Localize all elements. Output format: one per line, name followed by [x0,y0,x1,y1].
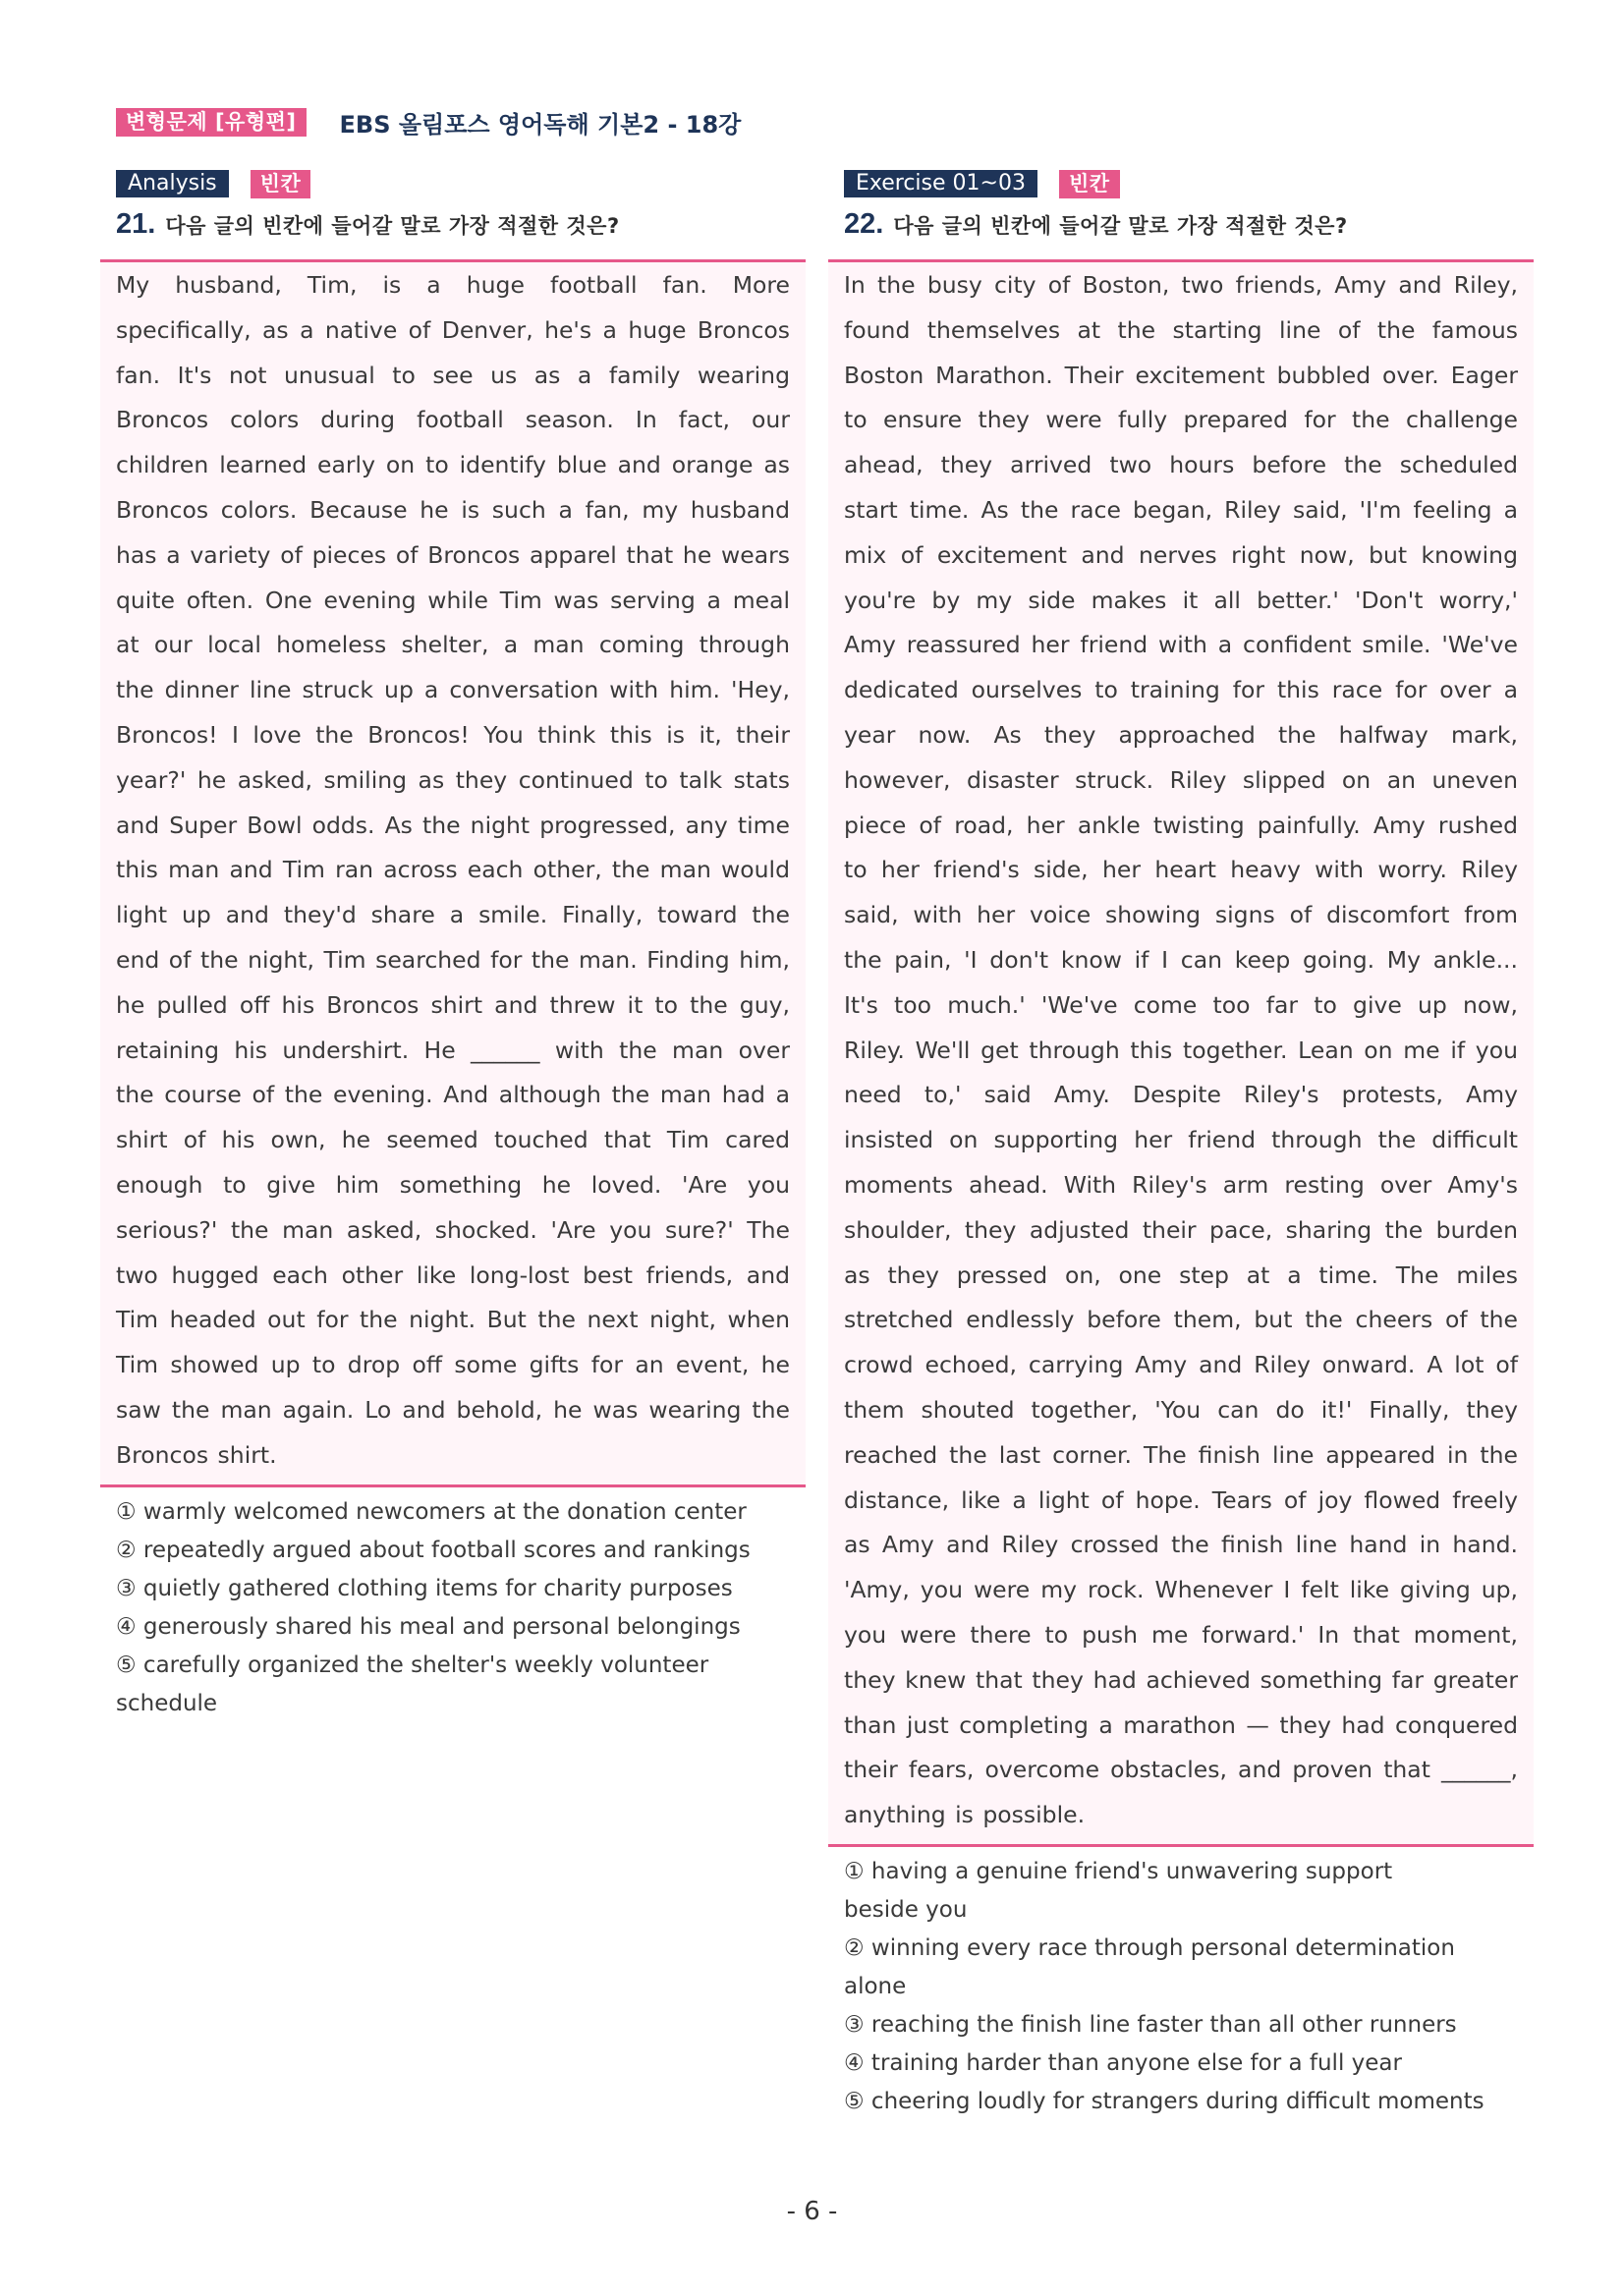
header-title: EBS 올림포스 영어독해 기본2 - 18강 [339,110,742,139]
right-tags [828,169,1534,198]
answer-choices [828,1847,1534,2121]
choice-5[interactable]: ⑤ cheering loudly for strangers during difficult moments [844,2088,1484,2114]
passage-box [828,259,1534,1847]
question-heading [100,208,806,248]
choice-4[interactable]: ④ training harder than anyone else for a full year [844,2049,1402,2076]
question-heading [828,208,1534,248]
right-column [828,169,1534,2121]
type-label: 빈칸 [251,170,311,198]
choice-1[interactable]: ① having a genuine friend's unwavering support beside you [844,1858,1393,1923]
section-label: Exercise 01~03 [844,170,1037,197]
section-label: Analysis [116,170,229,197]
choice-1[interactable]: ① warmly welcomed newcomers at the donation center [116,1498,747,1525]
passage-text: In the busy city of Boston, two friends, Amy and Riley, found themselves at the starting line of the famous Boston Marathon. Their excitement bubbled over. Eager to ensure they were fully prepared for the challenge ahead, they arrived two hours before the scheduled start time. As the race began, Riley said, 'I'm feeling a mix of excitement and nerves right now, but knowing you're by my side makes it all better.' 'Don't worry,' Amy reassured her friend with a confident smile. 'We've dedicated ourselves to training for this race for over a year now. As they approached the halfway mark, however, disaster struck. Riley slipped on an uneven piece of road, her ankle twisting painfully. Amy rushed to her friend's side, her heart heavy with worry. Riley said, with her voice showing signs of discomfort from the pain, 'I don't know if I can keep going. My ankle... It's too much.' 'We've come too far to give up now, Riley. We'll get through this together. Lean on me if you need to,' said Amy. Despite Riley's protests, Amy insisted on supporting her friend through the difficult moments ahead. With Riley's arm resting over Amy's shoulder, they adjusted their pace, sharing the burden as they pressed on, one step at a time. The miles stretched endlessly before them, but the cheers of the crowd echoed, carrying Amy and Riley onward. A lot of them shouted together, 'You can do it!' Finally, they reached the last corner. The finish line appeared in the distance, like a light of hope. Tears of joy flowed freely as Amy and Riley crossed the finish line hand in hand. 'Amy, you were my rock. Whenever I felt like giving up, you were there to push me forward.' In that moment, they knew that they had achieved something far greater than just completing a marathon — they had conquered their fears, overcome obstacles, and proven that ______, anything is possible. [844,271,1518,1829]
left-column [100,169,806,1723]
question-text: 다음 글의 빈칸에 들어갈 말로 가장 적절한 것은? [893,214,1348,238]
passage-box [100,259,806,1487]
choice-3[interactable]: ③ reaching the finish line faster than all other runners [844,2011,1457,2038]
page-number: - 6 - [786,2197,838,2226]
type-label: 빈칸 [1059,170,1120,198]
question-text: 다음 글의 빈칸에 들어갈 말로 가장 적절한 것은? [165,214,620,238]
passage-text: My husband, Tim, is a huge football fan. More specifically, as a native of Denver, he's a huge Broncos fan. It's not unusual to see us as a family wearing Broncos colors during football season. In fact, our children learned early on to identify blue and orange as Broncos colors. Because he is such a fan, my husband has a variety of pieces of Broncos apparel that he wears quite often. One evening while Tim was serving a meal at our local homeless shelter, a man coming through the dinner line struck up a conversation with him. 'Hey, Broncos! I love the Broncos! You think this is it, their year?' he asked, smiling as they continued to talk stats and Super Bowl odds. As the night progressed, any time this man and Tim ran across each other, the man would light up and they'd share a smile. Finally, toward the end of the night, Tim searched for the man. Finding him, he pulled off his Broncos shirt and threw it to the guy, retaining his undershirt. He ______ with the man over the course of the evening. And although the man had a shirt of his own, he seemed touched that Tim cared enough to give him something he loved. 'Are you serious?' the man asked, shocked. 'Are you sure?' The two hugged each other like long-lost best friends, and Tim headed out for the night. But the next night, when Tim showed up to drop off some gifts for an event, he saw the man again. Lo and behold, he was wearing the Broncos shirt. [116,271,790,1469]
left-tags [100,169,806,198]
header-badge: 변형문제 [유형편] [116,108,307,137]
choice-4[interactable]: ④ generously shared his meal and personal belongings [116,1613,741,1640]
question-number: 21. [116,208,156,240]
choice-3[interactable]: ③ quietly gathered clothing items for charity purposes [116,1575,733,1601]
answer-choices [100,1487,806,1723]
choice-2[interactable]: ② winning every race through personal determination alone [844,1934,1455,1999]
choice-2[interactable]: ② repeatedly argued about football scores and rankings [116,1537,751,1563]
page-header [116,102,741,141]
question-number: 22. [844,208,884,240]
choice-5[interactable]: ⑤ carefully organized the shelter's weekly volunteer schedule [116,1652,709,1716]
